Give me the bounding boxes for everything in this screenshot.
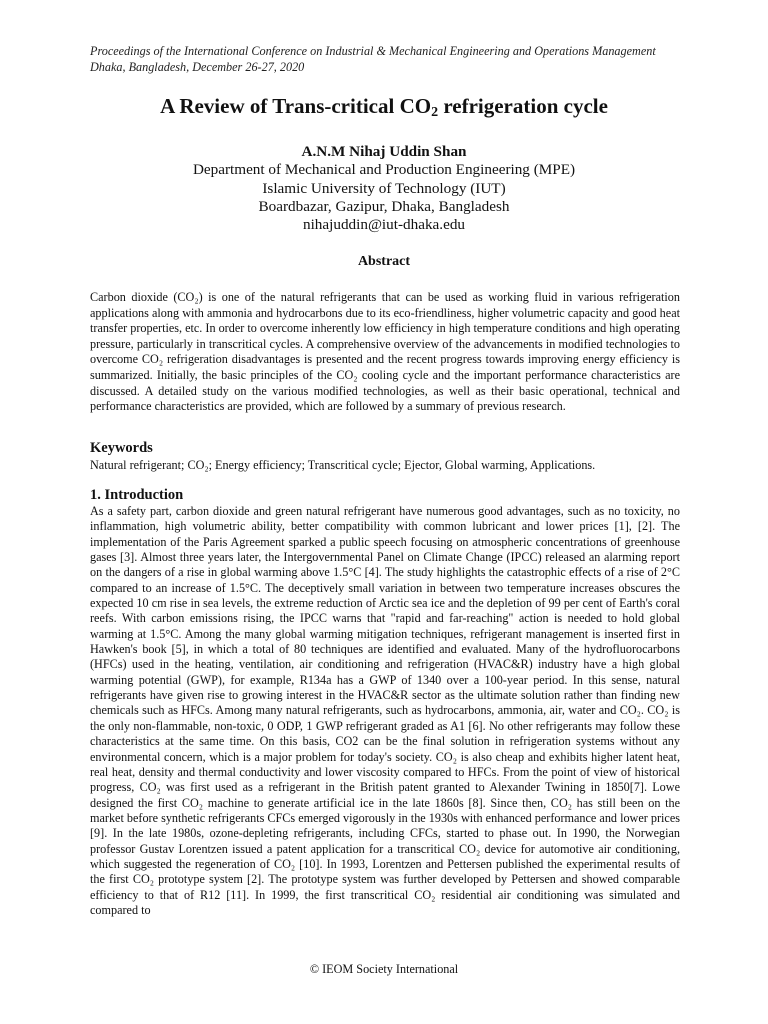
author-email: nihajuddin@iut-dhaka.edu [302,216,466,234]
keywords-heading: Keywords [90,440,153,456]
author-department: Department of Mechanical and Production Engineering (MPE) [192,161,576,179]
footer-copyright: © IEOM Society International [309,962,459,976]
author-name: A.N.M Nihaj Uddin Shan [301,143,467,160]
conference-header [90,43,690,75]
conference-name: Proceedings of the International Conference on Industrial & Mechanical Engineering and Operations Management [90,44,656,58]
title-subscript: 2 [431,105,439,120]
abstract-heading: Abstract [357,254,411,269]
introduction-heading: 1. Introduction [90,487,184,503]
author-address: Boardbazar, Gazipur, Dhaka, Bangladesh [258,197,510,215]
title-text-end: refrigeration cycle [438,94,608,118]
keywords-text: Natural refrigerant; CO₂; Energy efficiency; Transcritical cycle; Ejector, Global warming, Applications. [90,458,596,472]
introduction-text: As a safety part, carbon dioxide and green natural refrigerant have numerous good advantages, such as no toxicity, no inflammation, high volumetric ability, better compatibility with common lubricant and lower prices [1], [2]. The implementation of the Paris Agreement sparked a public speech focusing on atmospheric concentrations of greenhouse gases [3]. Almost three years later, the Intergovernmental Panel on Climate Change (IPCC) released an alarming report on the dangers of a rise in global warming above 1.5°C [4]. The study highlights the catastrophic effects of a rise of 2°C compared to an increase of 1.5°C. The deceptively small variation in between two temperature increases obscures the expected 10 cm rise in sea levels, the extreme reduction of Arctic sea ice and the depletion of 99 per cent of Earth's coral reefs. With carbon emissions rising, the IPCC warns that "rapid and far-reaching" action is needed to hold global warming at 1.5°C. Among the many global warming mitigation techniques, refrigerant management is inserted first in Hawken's book [5], in which a total of 80 techniques are identified and evaluated. Many of the hydrofluorocarbons (HFCs) used in the heating, ventilation, air conditioning and refrigeration (HVAC&R) industry have a high global warming potential (GWP), for example, R134a has a GWP of 1340 over a 100-year period. In this sense, natural refrigerants have given rise to growing interest in the HVAC&R sector as the ultimate solution rather than finding new chemicals such as HFCs. Among many natural refrigerants, such as hydrocarbons, ammonia, air, water and CO₂. CO₂ is the only non-flammable, non-toxic, 0 ODP, 1 GWP refrigerant graded as A1 [6]. No other refrigerants may follow these characteristics at the same time. On this basis, CO2 can be the final solution in refrigeration systems without any environmental concern, which is a major problem for today's society. CO₂ is also cheap and exhibits higher latent heat, real heat, density and thermal conductivity and lower viscosity compared to HFCs. From the point of view of historical progress, CO₂ was first used as a refrigerant in the British patent granted to Alexander Twining in 1850[7]. Lowe designed the first CO₂ machine to generate artificial ice in the late 1860s [8]. Since then, CO₂ has still been on the market before synthetic refrigerants CFCs emerged vigorously in the 1930s with enhanced performance and lower prices [9]. In the late 1980s, ozone-depleting refrigerants, including CFCs, started to phase out. In 1990, the Norwegian professor Gustav Lorentzen issued a patent application for a transcritical CO₂ device for automotive air conditioning, which suggested the regeneration of CO₂ [10]. In 1993, Lorentzen and Pettersen published the experimental results of the first CO₂ prototype system [2]. The prototype system was further developed by Pettersen and showed comparable efficiency to that of R12 [11]. In 1999, the first transcritical CO₂ residential air conditioning was simulated and compared to [90,504,680,917]
paper-title [0,92,768,120]
conference-location-date: Dhaka, Bangladesh, December 26-27, 2020 [90,60,305,74]
abstract-text: Carbon dioxide (CO₂) is one of the natural refrigerants that can be used as working fluid in various refrigeration applications along with ammonia and hydrocarbons due to its eco-friendliness, higher volumetric capacity and good heat transfer properties, etc. In order to overcome inherently low efficiency in high temperature conditions and high operating pressure, particularly in transcritical cycles. A comprehensive overview of the advancements in modified technologies to overcome CO₂ refrigeration disadvantages is presented and the recent progress towards improving energy efficiency is summarized. Initially, the basic principles of the CO₂ cooling cycle and the important performance characteristics are discussed. A detailed study on the various modified technologies, as well as their basic operational, technical and performance characteristics are provided, which are followed by a summary of previous research. [90,290,680,414]
author-university: Islamic University of Technology (IUT) [262,179,506,197]
author-block [0,143,768,234]
title-text-start: A Review of Trans-critical CO [160,94,432,118]
